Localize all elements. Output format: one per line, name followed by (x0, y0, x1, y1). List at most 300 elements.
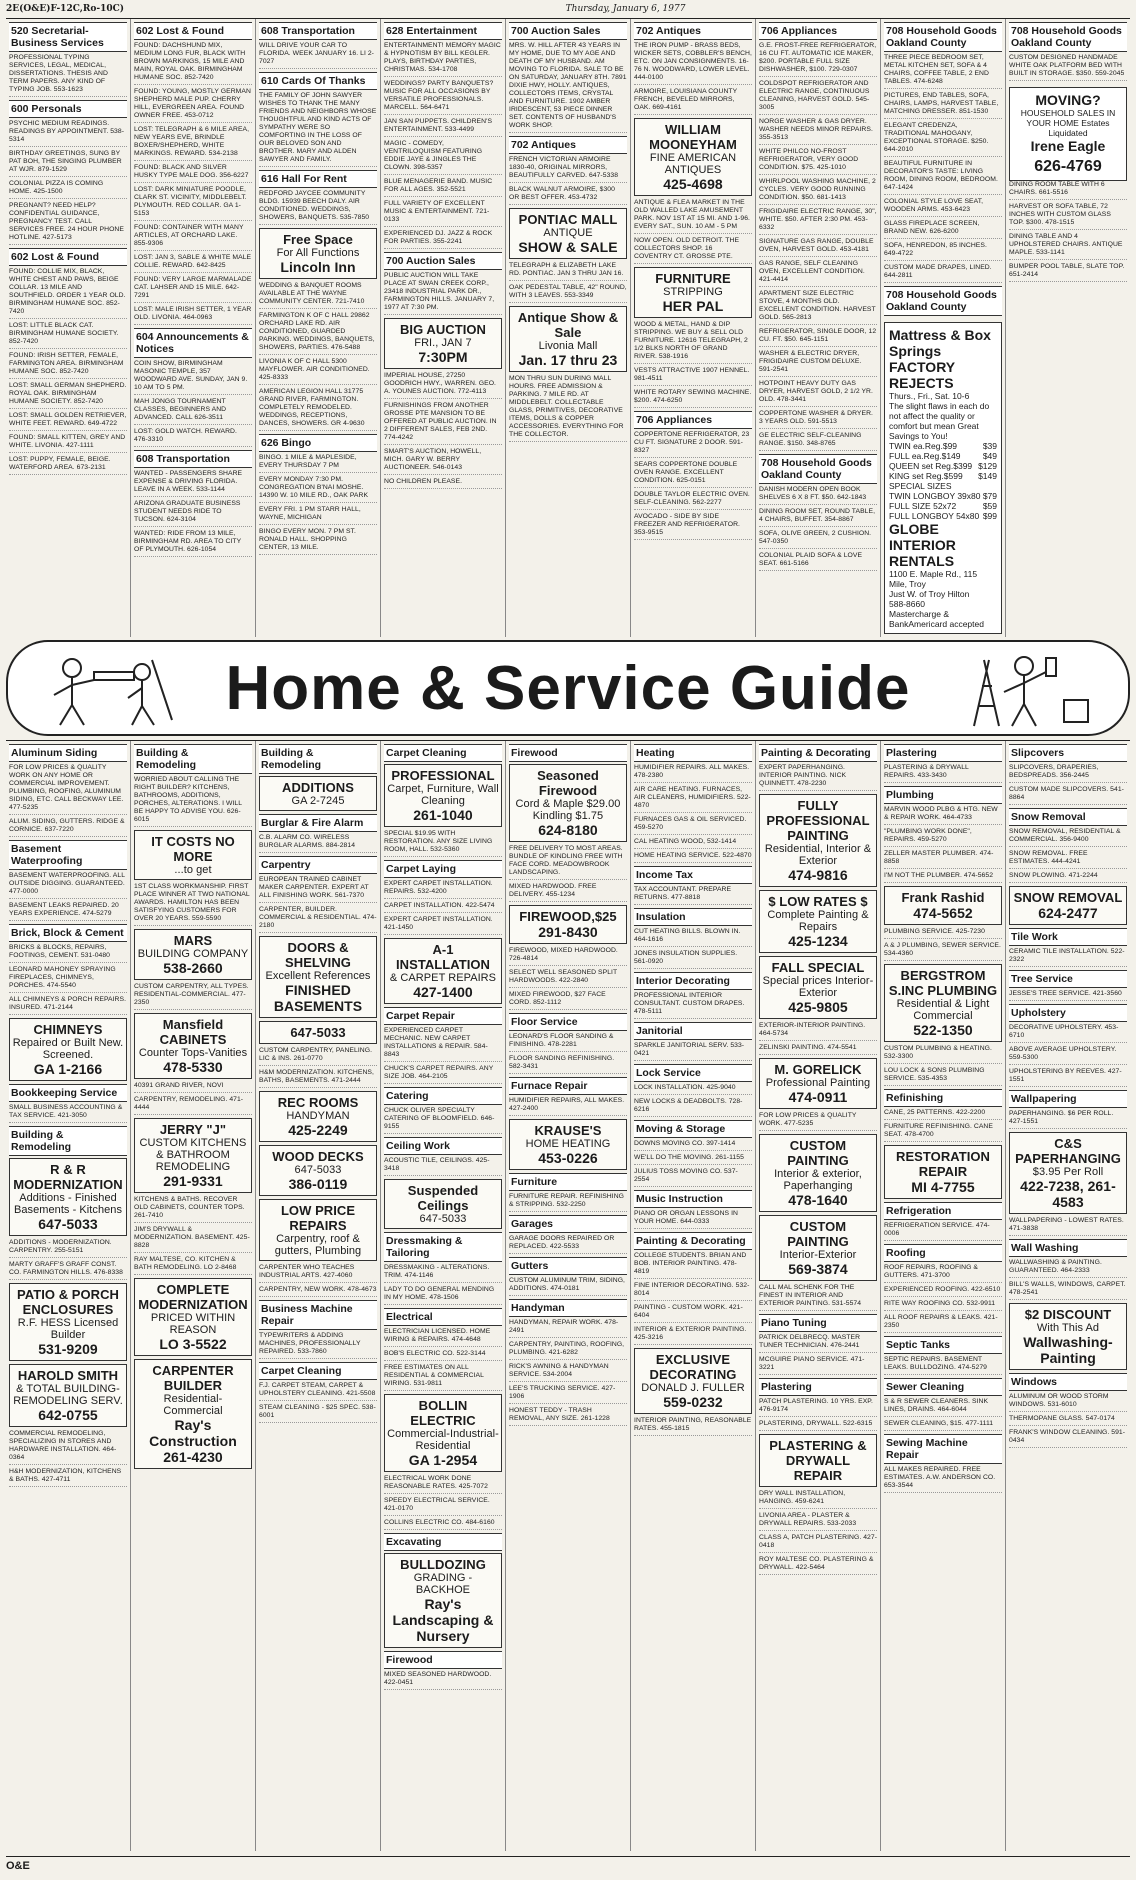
display-ad-line: PRICED WITHIN REASON (150, 1312, 236, 1336)
classified-ad: ALL CHIMNEYS & PORCH REPAIRS. INSURED. 471-2144 (9, 996, 127, 1015)
section-heading: 708 Household Goods Oakland County (1009, 22, 1127, 52)
display-ad-line: 647-5033 (294, 1164, 342, 1176)
section-heading: Carpentry (259, 856, 377, 874)
display-ad-line: Frank Rashid (901, 890, 985, 905)
classified-ad: GAS RANGE, SELF CLEANING OVEN, EXCELLENT CONDITION. 421-4414 (759, 260, 877, 287)
display-ad-line: BUILDING COMPANY (137, 948, 249, 960)
display-ad-line: 386-0119 (288, 1176, 348, 1192)
classified-ad: CARPET INSTALLATION. 422-5474 (384, 902, 502, 913)
classified-ad: CUSTOM CARPENTRY, ALL TYPES. RESIDENTIAL-COMMERCIAL. 477-2350 (134, 983, 252, 1010)
display-ad-line: With This Ad (1036, 1322, 1100, 1334)
date-line: Thursday, January 6, 1977 (565, 4, 686, 14)
classified-ad: SNOW PLOWING. 471-2244 (1009, 872, 1127, 883)
classified-ad: HONEST TEDDY - TRASH REMOVAL, ANY SIZE. 261-1228 (509, 1407, 627, 1426)
section-heading: Plastering (759, 1378, 877, 1396)
mattress-ad-title: Mattress & Box Springs (889, 327, 991, 359)
display-ad (759, 794, 877, 887)
display-ad-line: FINISHED BASEMENTS (273, 982, 363, 1014)
display-ad-line: FALL SPECIAL (771, 960, 865, 975)
classified-ad: FOUND: DACHSHUND MIX, MEDIUM LONG FUR, BLACK WITH BROWN MARKINGS, 15 MILE AND MAIN, ROYAL OAK. BIRMINGHAM HUMANE SOC. 852-7420 (134, 42, 252, 85)
service-guide-section (6, 740, 1130, 1851)
classified-ad: CHUCK'S CARPET REPAIRS. ANY SIZE JOB. 464-2105 (384, 1065, 502, 1084)
classified-ad: CARPENTRY, REMODELING. 471-4444 (134, 1096, 252, 1115)
display-ad (9, 1158, 127, 1236)
classified-ad: RICK'S AWNING & HANDYMAN SERVICE. 534-2004 (509, 1363, 627, 1382)
classified-ad: 1ST CLASS WORKMANSHIP. FIRST PLACE WINNER AT TWO NATIONAL AWARDS. HAMILTON HAS BEEN SATISFYING CUSTOMERS FOR OVER 20 YEARS. 559-5590 (134, 883, 252, 926)
classified-ad: COPPERTONE REFRIGERATOR, 23 CU FT. SIGNATURE 2 DOOR. 591-8327 (634, 431, 752, 458)
section-heading: Carpet Laying (384, 860, 502, 878)
display-ad-line: GA 2-7245 (291, 795, 345, 807)
promo-line: HOUSEHOLD SALES IN YOUR HOME Estates Liquidated (1020, 108, 1116, 138)
display-ad-line: GA 1-2954 (408, 1452, 478, 1468)
display-ad-line: ...to get (174, 864, 212, 876)
classified-ad: TAX ACCOUNTANT. PREPARE RETURNS. 477-8818 (634, 886, 752, 905)
classified-ad: FOUND: CONTAINER WITH MANY ARTICLES, AT ORCHARD LAKE. 855-9306 (134, 224, 252, 251)
display-ad-line: PONTIAC MALL (518, 212, 618, 227)
store-name: GLOBE INTERIOR RENTALS (889, 521, 956, 569)
display-ad-line: 427-1400 (413, 984, 473, 1000)
column (1006, 741, 1130, 1851)
specials-title: SPECIAL SIZES (889, 481, 952, 491)
classified-ad: HARVEST OR SOFA TABLE, 72 INCHES WITH CUSTOM GLASS TOP. $300. 478-1515 (1009, 203, 1127, 230)
display-ad-line: 647-5033 (419, 1213, 467, 1225)
display-ad-line: 453-0226 (538, 1150, 598, 1166)
section-heading: Tile Work (1009, 928, 1127, 946)
classified-ad: FLOOR SANDING REFINISHING. 582-3431 (509, 1055, 627, 1074)
classified-ad: UPHOLSTERING BY REEVES. 427-1551 (1009, 1068, 1127, 1087)
section-heading: 600 Personals (9, 100, 127, 118)
section-heading: Business Machine Repair (259, 1300, 377, 1330)
mattress-ad (884, 322, 1002, 634)
display-ad-line: DOORS & SHELVING (285, 940, 351, 970)
classified-ad: MIXED SEASONED HARDWOOD. 422-0451 (384, 1671, 502, 1690)
price-value: $129 (978, 461, 997, 471)
classified-ad: ACOUSTIC TILE, CEILINGS. 425-3418 (384, 1157, 502, 1176)
classified-ad: CUSTOM PLUMBING & HEATING. 532-3300 (884, 1045, 1002, 1064)
display-ad (134, 830, 252, 880)
page-footer (6, 1856, 1130, 1872)
section-heading: 706 Appliances (759, 22, 877, 40)
classified-ad: HUMIDIFIER REPAIRS. ALL MAKES. 478-2380 (634, 764, 752, 783)
section-heading: 708 Household Goods Oakland County (759, 454, 877, 484)
classified-ad: SOFA, HENREDON, 85 INCHES. 649-4722 (884, 242, 1002, 261)
section-heading: Lock Service (634, 1064, 752, 1082)
special-row (889, 511, 997, 521)
classified-ad: LIVONIA AREA - PLASTER & DRYWALL REPAIRS. 533-2033 (759, 1512, 877, 1531)
display-ad (134, 929, 252, 980)
classified-ad: BIRTHDAY GREETINGS, SUNG BY PAT BOH, THE SINGING PLUMBER AT WJR. 879-1529 (9, 150, 127, 177)
display-ad (884, 964, 1002, 1042)
column (256, 19, 381, 637)
display-ad-line: WOOD DECKS (272, 1149, 364, 1164)
section-heading: 610 Cards Of Thanks (259, 72, 377, 90)
classified-ad: DRY WALL INSTALLATION, HANGING. 459-6241 (759, 1490, 877, 1509)
classified-ad: GARAGE DOORS REPAIRED OR REPLACED. 422-5533 (509, 1235, 627, 1254)
display-ad-line: BOLLIN ELECTRIC (410, 1398, 476, 1428)
classified-ad: INTERIOR PAINTING, REASONABLE RATES. 455-1815 (634, 1417, 752, 1436)
display-ad-line: FIREWOOD,$25 (519, 909, 617, 924)
classified-ad: DRESSMAKING - ALTERATIONS. TRIM. 474-1146 (384, 1264, 502, 1283)
classified-ad: MIXED HARDWOOD. FREE DELIVERY. 455-1234 (509, 883, 627, 902)
section-heading: Firewood (509, 744, 627, 762)
classified-ad: F.J. CARPET STEAM, CARPET & UPHOLSTERY CLEANING. 421-5508 (259, 1382, 377, 1401)
display-ad-line: DONALD J. FULLER (641, 1382, 745, 1394)
classified-ad: WOOD & METAL, HAND & DIP STRIPPING. WE BUY & SELL OLD FURNITURE. 12616 TELEGRAPH, 2 1/2 BLKS NORTH OF GRAND RIVER. 538-1916 (634, 321, 752, 364)
display-ad (759, 1215, 877, 1281)
display-ad (509, 905, 627, 944)
classified-ad: CUSTOM CARPENTRY, PANELING. LIC & INS. 261-0770 (259, 1047, 377, 1066)
section-heading: Ceiling Work (384, 1137, 502, 1155)
display-ad-line: CUSTOM KITCHENS & BATHROOM REMODELING (139, 1137, 247, 1173)
display-ad (384, 938, 502, 1004)
classified-ad: SPEEDY ELECTRICAL SERVICE. 421-0170 (384, 1497, 502, 1516)
classified-ad: WILL DRIVE YOUR CAR TO FLORIDA. WEEK JANUARY 16. LI 2-7027 (259, 42, 377, 69)
price-value: $39 (982, 441, 997, 451)
section-heading: Carpet Cleaning (384, 744, 502, 762)
section-heading: Building & Remodeling (259, 744, 377, 774)
display-ad-line: Jan. 17 thru 23 (518, 352, 618, 368)
display-ad-line: SNOW REMOVAL (1013, 890, 1123, 905)
special-price: $79 (982, 491, 997, 501)
price-row (889, 471, 997, 481)
section-heading: Firewood (384, 1651, 502, 1669)
section-heading: Sewer Cleaning (884, 1378, 1002, 1396)
classified-ad: RITE WAY ROOFING CO. 532-9911 (884, 1300, 1002, 1311)
classified-ad: RAY MALTESE, CO. KITCHEN & BATH REMODELING. LO 2-8468 (134, 1256, 252, 1275)
classified-ad: NO CHILDREN PLEASE. (384, 478, 502, 489)
display-ad-line: CUSTOM PAINTING (787, 1138, 849, 1168)
classified-ad: LEONARD MAHONEY SPRAYING FIREPLACES, CHIMNEYS, PORCHES. 474-5540 (9, 966, 127, 993)
special-row (889, 501, 997, 511)
classified-ad: HUMIDIFIER REPAIRS, ALL MAKES. 427-2400 (509, 1097, 627, 1116)
classified-ad: COLONIAL PLAID SOFA & LOVE SEAT. 661-5166 (759, 552, 877, 571)
classified-ad: MCGUIRE PIANO SERVICE. 471-3221 (759, 1356, 877, 1375)
display-ad-line: Cord & Maple $29.00 Kindling $1.75 (515, 798, 621, 822)
display-ad-line: $3.95 Per Roll (1032, 1166, 1104, 1178)
price-label: QUEEN set Reg.$399 (889, 461, 973, 471)
display-ad-line: 624-2477 (1038, 905, 1098, 921)
section-heading: Aluminum Siding (9, 744, 127, 762)
display-ad-line: 291-9331 (163, 1173, 223, 1189)
display-ad (259, 1091, 377, 1142)
display-ad (384, 1179, 502, 1229)
classified-ad: "PLUMBING WORK DONE", REPAIRS. 459-5270 (884, 828, 1002, 847)
section-heading: 700 Auction Sales (509, 22, 627, 40)
classified-ad: BOB'S ELECTRIC CO. 522-3144 (384, 1350, 502, 1361)
display-ad (134, 1359, 252, 1469)
classified-ad: HOTPOINT HEAVY DUTY GAS DRYER, HARVEST GOLD, 2 1/2 YR. OLD. 478-3441 (759, 380, 877, 407)
classified-ad: FURNISHINGS FROM ANOTHER GROSSE PTE MANSION TO BE OFFERED AT PUBLIC AUCTION. IN 2 DIFFERENT SALES, FEB 2ND. 774-4242 (384, 402, 502, 445)
classified-ad: FOUND: IRISH SETTER, FEMALE, FARMINGTON AREA. BIRMINGHAM HUMANE SOC. 852-7420 (9, 352, 127, 379)
section-heading: Slipcovers (1009, 744, 1127, 762)
section-heading: 708 Household Goods Oakland County (884, 286, 1002, 316)
classified-ad: ELEGANT CREDENZA, TRADITIONAL MAHOGANY, EXCEPTIONAL STORAGE. $250. 644-2010 (884, 122, 1002, 157)
classified-ad: CLASS A, PATCH PLASTERING. 427-0418 (759, 1534, 877, 1553)
display-ad-line: PLASTERING & DRYWALL REPAIR (769, 1438, 867, 1483)
classified-ad: FOUND: SMALL KITTEN, GREY AND WHITE. LIVONIA. 427-1111 (9, 434, 127, 453)
display-ad (384, 1394, 502, 1472)
section-heading: Electrical (384, 1308, 502, 1326)
column (6, 19, 131, 637)
display-ad-line: 624-8180 (538, 822, 598, 838)
display-ad (259, 1145, 377, 1196)
promo-ad (1009, 87, 1127, 181)
classified-ad: H&M MODERNIZATION. KITCHENS, BATHS, BASEMENTS. 471-2444 (259, 1069, 377, 1088)
classified-ad: BLUE MENAGERIE BAND. MUSIC FOR ALL AGES. 352-5521 (384, 178, 502, 197)
classified-ad: COLONIAL PIZZA IS COMING HOME. 425-1500 (9, 180, 127, 199)
workers-illustration-icon (32, 650, 182, 728)
display-ad-line: LO 3-5522 (159, 1336, 227, 1352)
display-ad-line: 422-7238, 261-4583 (1020, 1178, 1116, 1210)
display-ad-line: FRI., JAN 7 (414, 337, 472, 349)
classified-ad: EVERY MONDAY 7:30 PM. CONGREGATION B'NAI MOSHE. 14390 W. 10 MILE RD., OAK PARK (259, 476, 377, 503)
display-ad (759, 1134, 877, 1212)
special-price: $59 (982, 501, 997, 511)
section-heading: Wall Washing (1009, 1239, 1127, 1257)
classified-ad: FOUND: YOUNG, MOSTLY GERMAN SHEPHERD MALE PUP. CHERRY HILL, EVERGREEN AREA. FOUND OWNER FREE. 453-0712 (134, 88, 252, 123)
store-phone: 588-8660 (889, 599, 925, 609)
classified-ad: TELEGRAPH & ELIZABETH LAKE RD. PONTIAC. JAN 3 THRU JAN 16. (509, 262, 627, 281)
section-heading: 628 Entertainment (384, 22, 502, 40)
classified-section (6, 18, 1130, 637)
column (256, 741, 381, 1851)
display-ad-line: 425-9805 (788, 999, 848, 1015)
display-ad (1009, 1132, 1127, 1214)
promo-line: 626-4769 (1034, 158, 1102, 175)
price-row (889, 451, 997, 461)
classified-ad: FRENCH VICTORIAN ARMOIRE 1830-40, ORIGINAL MIRRORS, BEAUTIFULLY CARVED. 647-5338 (509, 156, 627, 183)
display-ad-line: LOW PRICE REPAIRS (280, 1203, 356, 1233)
section-heading: Carpet Repair (384, 1007, 502, 1025)
display-ad (259, 228, 377, 279)
display-ad-line: Carpet, Furniture, Wall Cleaning (387, 783, 499, 807)
display-ad (259, 776, 377, 811)
section-heading: Painting & Decorating (759, 744, 877, 762)
classified-ad: PATCH PLASTERING. 10 YRS. EXP. 476-9174 (759, 1398, 877, 1417)
classified-ad: FOUND: COLLIE MIX, BLACK, WHITE CHEST AND PAWS, BEIGE COLLAR. 13 MILE AND SOUTHFIELD. ORDER 1 YEAR OLD. BIRMINGHAM HUMANE SOC. 852-7420 (9, 268, 127, 319)
classified-ad: PLASTERING & DRYWALL REPAIRS. 433-3430 (884, 764, 1002, 783)
classified-ad: EUROPEAN TRAINED CABINET MAKER CARPENTER. EXPERT AT ALL FINISHING WORK. 561-7370 (259, 876, 377, 903)
section-heading: Refinishing (884, 1089, 1002, 1107)
display-ad-line: Lincoln Inn (280, 259, 356, 275)
section-heading: Painting & Decorating (634, 1232, 752, 1250)
section-heading: Tree Service (1009, 970, 1127, 988)
section-heading: Burglar & Fire Alarm (259, 814, 377, 832)
display-ad (884, 1145, 1002, 1199)
classified-ad: EVERY FRI. 1 PM STARR HALL, WAYNE, MICHIGAN (259, 506, 377, 525)
classified-ad: GLASS FIREPLACE SCREEN, BRAND NEW. 626-6200 (884, 220, 1002, 239)
display-ad-line: BULLDOZING (400, 1557, 486, 1572)
classified-ad: PROFESSIONAL TYPING SERVICES, LEGAL, MEDICAL, DISSERTATIONS. THESIS AND TERM PAPERS. ANY KIND OF TYPING JOB. 553-1623 (9, 54, 127, 97)
section-heading: Windows (1009, 1373, 1127, 1391)
section-heading: Septic Tanks (884, 1336, 1002, 1354)
display-ad (509, 306, 627, 372)
classified-ad: BUMPER POOL TABLE, SLATE TOP. 651-2414 (1009, 263, 1127, 282)
classified-ad: ARIZONA GRADUATE BUSINESS STUDENT NEEDS RIDE TO TUCSON. 624-3104 (134, 500, 252, 527)
display-ad-line: Antique Show & Sale (517, 310, 619, 340)
display-ad-line: Complete Painting & Repairs (767, 909, 869, 933)
classified-ad: MRS. W. HILL AFTER 43 YEARS IN MY HOME, DUE TO MY AGE AND DEATH OF MY HUSBAND. AM MOVING TO FLORIDA. SALE TO BE ON SATURDAY, JANUARY 8TH. 7891 DIXIE HWY, HOLLY. ANTIQUES, COLLECTORS ITEMS, CRYSTAL AND FURNITURE. 1902 AMBER IRIDESCENT, 53 PIECE DINNER SET. CONTENTS OF HUSBAND'S WORK SHOP. (509, 42, 627, 133)
display-ad-line: COMPLETE MODERNIZATION (138, 1282, 248, 1312)
display-ad-line: KRAUSE'S (534, 1123, 602, 1138)
classified-ad: BINGO EVERY MON. 7 PM ST. RONALD HALL. SHOPPING CENTER, 13 MILE. (259, 528, 377, 555)
display-ad (1009, 886, 1127, 925)
classified-ad: ALL ROOF REPAIRS & LEAKS. 421-2350 (884, 1314, 1002, 1333)
classified-ad: NORGE WASHER & GAS DRYER. WASHER NEEDS MINOR REPAIRS. 355-3513 (759, 118, 877, 145)
section-heading: 602 Lost & Found (9, 248, 127, 266)
display-ad-line: Repaired or Built New. Screened. (12, 1037, 124, 1061)
classified-ad: H&H MODERNIZATION, KITCHENS & BATHS. 427-4711 (9, 1468, 127, 1487)
display-ad-line: 425-2249 (288, 1122, 348, 1138)
display-ad-line: HAROLD SMITH (17, 1368, 119, 1383)
classified-ad: REFRIGERATION SERVICE. 474-0006 (884, 1222, 1002, 1241)
classified-ad: CUSTOM MADE DRAPES, LINED. 644-2811 (884, 264, 1002, 283)
display-ad (134, 1278, 252, 1356)
classified-ad: SEARS COPPERTONE DOUBLE OVEN RANGE. EXCELLENT CONDITION. 625-0151 (634, 461, 752, 488)
column (756, 741, 881, 1851)
display-ad-line: PROFESSIONAL (391, 768, 495, 783)
display-ad-line: & CARPET REPAIRS (389, 972, 497, 984)
display-ad-line: $ LOW RATES $ (768, 894, 868, 909)
classified-ad: THE FAMILY OF JOHN SAWYER WISHES TO THANK THE MANY FRIENDS AND NEIGHBORS WHOSE THOUGHTFUL AND KIND ACTS OF SYMPATHY WERE SO COMFORTING IN THE LOSS OF OUR BELOVED SON AND BROTHER. MARY AND ALDEN SAWYER AND FAMILY. (259, 92, 377, 167)
section-heading: 708 Household Goods Oakland County (884, 22, 1002, 52)
classified-ad: EXPERIENCED ROOFING. 422-6510 (884, 1286, 1002, 1297)
classified-ad: ROOF REPAIRS, ROOFING & GUTTERS. 471-3700 (884, 1264, 1002, 1283)
classified-ad: BRICKS & BLOCKS, REPAIRS, FOOTINGS, CEMENT. 531-0480 (9, 944, 127, 963)
classified-ad: LEONARD'S FLOOR SANDING & FINISHING. 478-2281 (509, 1033, 627, 1052)
section-heading: 602 Lost & Found (134, 22, 252, 40)
classified-ad: ADDITIONS - MODERNIZATION. CARPENTRY. 255-5151 (9, 1239, 127, 1258)
classified-ad: SPARKLE JANITORIAL SERV. 533-0421 (634, 1042, 752, 1061)
section-heading: 608 Transportation (134, 450, 252, 468)
classified-ad: CARPENTRY, NEW WORK. 478-4673 (259, 1286, 377, 1297)
classified-ad: LOST: TELEGRAPH & 6 MILE AREA, NEW YEARS EVE, BRINDLE BOXER/SHEPHERD, WHITE MARKINGS. REWARD. 534-2138 (134, 126, 252, 161)
display-ad-line: 291-8430 (538, 924, 598, 940)
classified-ad: LEE'S TRUCKING SERVICE. 427-1906 (509, 1385, 627, 1404)
display-ad-line: 647-5033 (38, 1216, 98, 1232)
display-ad-line: JERRY "J" (159, 1122, 227, 1137)
classified-ad: AIR CARE HEATING. FURNACES, AIR CLEANERS, HUMIDIFIERS. 522-4870 (634, 786, 752, 813)
classified-ad: EXTERIOR-INTERIOR PAINTING. 464-5734 (759, 1022, 877, 1041)
section-heading: Catering (384, 1087, 502, 1105)
classified-ad: COLLINS ELECTRIC CO. 484-6160 (384, 1519, 502, 1530)
classified-ad: ELECTRICIAN LICENSED. HOME WIRING & REPAIRS. 474-4648 (384, 1328, 502, 1347)
classified-ad: LOST: DARK MINIATURE POODLE, CLARK ST. VICINITY, MIDDLEBELT. PLYMOUTH. RED COLLAR. GA 1-5153 (134, 186, 252, 221)
display-ad (509, 208, 627, 259)
section-heading: Music Instruction (634, 1190, 752, 1208)
classified-ad: DINING TABLE AND 4 UPHOLSTERED CHAIRS. ANTIQUE MAPLE. 533-1141 (1009, 233, 1127, 260)
classified-ad: GE ELECTRIC SELF-CLEANING RANGE. $150. 348-8765 (759, 432, 877, 451)
mattress-ad-hours: Thurs., Fri., Sat. 10-6 (889, 391, 970, 401)
classified-ad: ZELINSKI PAINTING. 474-5541 (759, 1044, 877, 1055)
classified-ad: DECORATIVE UPHOLSTERY. 453-6710 (1009, 1024, 1127, 1043)
special-price: $99 (982, 511, 997, 521)
classified-ad: WALLPAPERING - LOWEST RATES. 471-3838 (1009, 1217, 1127, 1236)
section-heading: Income Tax (634, 866, 752, 884)
special-label: FULL SIZE 52x72 (889, 501, 957, 511)
classified-ad: LOU LOCK & SONS PLUMBING SERVICE. 535-4353 (884, 1067, 1002, 1086)
classified-ad: COLLEGE STUDENTS. BRIAN AND BOB. INTERIOR PAINTING. 478-4819 (634, 1252, 752, 1279)
display-ad-line: ADDITIONS (282, 780, 354, 795)
classified-ad: OAK PEDESTAL TABLE, 42" ROUND, WITH 3 LEAVES. 553-3349 (509, 284, 627, 303)
classified-ad: MIXED FIREWOOD, $27 FACE CORD. 852-1112 (509, 991, 627, 1010)
column (506, 19, 631, 637)
display-ad-line: CUSTOM PAINTING (787, 1219, 849, 1249)
display-ad-line: Residential-Commercial (163, 1393, 223, 1417)
classified-ad: WHIRLPOOL WASHING MACHINE, 2 CYCLES. VERY GOOD RUNNING CONDITION. $50. 681-1413 (759, 178, 877, 205)
section-heading: Refrigeration (884, 1202, 1002, 1220)
special-label: TWIN LONGBOY 39x80 (889, 491, 981, 501)
display-ad-line: 642-0755 (38, 1407, 98, 1423)
display-ad-line: 647-5033 (290, 1025, 346, 1040)
classified-ad: SNOW REMOVAL. FREE ESTIMATES. 444-4241 (1009, 850, 1127, 869)
column (881, 19, 1006, 637)
section-heading: Heating (634, 744, 752, 762)
classified-ad: HANDYMAN, REPAIR WORK. 478-2491 (509, 1319, 627, 1338)
classified-ad: MON THRU SUN DURING MALL HOURS. FREE ADMISSION & PARKING. 7 MILE RD. AT MIDDLEBELT. COLLECTABLE GLASS, PRIMITIVES, DECORATIVE ITEMS, DOLLS & COPPER ACCESSORIES. EVERYTHING FOR THE COLLECTOR. (509, 375, 627, 442)
section-heading: 608 Transportation (259, 22, 377, 40)
classified-ad: SPECIAL $19.95 WITH RESTORATION. ANY SIZE LIVING ROOM, HALL. 532-5360 (384, 830, 502, 857)
classified-ad: SELECT WELL SEASONED SPLIT HARDWOODS. 422-2840 (509, 969, 627, 988)
classified-ad: CANE, 25 PATTERNS. 422-2200 (884, 1109, 1002, 1120)
section-heading: Carpet Cleaning (259, 1362, 377, 1380)
classified-ad: I'M NOT THE PLUMBER. 474-5652 (884, 872, 1002, 883)
display-ad (259, 1021, 377, 1044)
classified-ad: PAPERHANGING. $6 PER ROLL. 427-1551 (1009, 1110, 1127, 1129)
classified-ad: WHITE PHILCO NO-FROST REFRIGERATOR, VERY GOOD CONDITION. $75. 425-1010 (759, 148, 877, 175)
classified-ad: CUSTOM DESIGNED HANDMADE WHITE OAK PLATFORM BED WITH BUILT IN STORAGE. $350. 559-2045 (1009, 54, 1127, 81)
classified-ad: ELECTRICAL WORK DONE REASONABLE RATES. 425-7072 (384, 1475, 502, 1494)
display-ad (634, 118, 752, 196)
classified-ad: ANTIQUE & FLEA MARKET IN THE OLD WALLED LAKE AMUSEMENT PARK. NOV 1ST AT 15 MI. AND 1-96. EVERY SAT., SUN. 10 AM - 5 PM (634, 199, 752, 234)
display-ad-line: REC ROOMS (277, 1095, 359, 1110)
classified-ad: JULIUS TOSS MOVING CO. 537-2554 (634, 1168, 752, 1187)
classified-ad: G.E. FROST-FREE REFRIGERATOR, 16 CU FT. AUTOMATIC ICE MAKER, $200. PORTABLE FULL SIZE DISHWASHER, $100. 729-0307 (759, 42, 877, 77)
classified-ad: FURNITURE REFINISHING. CANE SEAT. 478-4700 (884, 1123, 1002, 1142)
classified-ad: FINE INTERIOR DECORATING. 532-8014 (634, 1282, 752, 1301)
mattress-ad-blurb: The slight flaws in each do not affect the quality or comfort but mean Great Savings to You! (889, 401, 990, 441)
column (506, 741, 631, 1851)
section-heading: 702 Antiques (509, 136, 627, 154)
display-ad-line: Residential & Light Commercial (896, 998, 990, 1022)
classified-ad: COLDSPOT REFRIGERATOR AND ELECTRIC RANGE, CONTINUOUS CLEANING, HARVEST GOLD. 545-3005 (759, 80, 877, 115)
classified-ad: FURNITURE REPAIR. REFINISHING & STRIPPING. 532-2250 (509, 1193, 627, 1212)
classified-ad: REDFORD JAYCEE COMMUNITY BLDG. 15939 BEECH DALY. AIR CONDITIONED. WEDDINGS, SHOWERS, BANQUETS. 535-7850 (259, 190, 377, 225)
classified-ad: PSYCHIC MEDIUM READINGS. READINGS BY APPOINTMENT. 538-5314 (9, 120, 127, 147)
section-heading: Snow Removal (1009, 808, 1127, 826)
classified-ad: KITCHENS & BATHS. RECOVER OLD CABINETS, COUNTER TOPS. 261-7410 (134, 1196, 252, 1223)
painter-illustration-icon (954, 650, 1104, 728)
display-ad (9, 1018, 127, 1081)
classified-ad: PREGNANT? NEED HELP? CONFIDENTIAL GUIDANCE, PREGNANCY TEST. CALL SERVICES FREE. 24 HOUR PHONE HOTLINE. 427-5173 (9, 202, 127, 245)
store-address-2: Just W. of Troy Hilton (889, 589, 970, 599)
classified-ad: WHITE ROTARY SEWING MACHINE. $200. 474-6250 (634, 389, 752, 408)
classified-ad: 40391 GRAND RIVER, NOVI (134, 1082, 252, 1093)
special-row (889, 491, 997, 501)
classified-ad: BINGO. 1 MILE & MAPLESIDE, EVERY THURSDAY 7 PM (259, 454, 377, 473)
classified-ad: CALL MAL SCHENK FOR THE FINEST IN INTERIOR AND EXTERIOR PAINTING. 531-5574 (759, 1284, 877, 1311)
display-ad (259, 1199, 377, 1261)
display-ad-line: Interior-Exterior (779, 1249, 857, 1261)
column (756, 19, 881, 637)
classified-ad: S & R SEWER CLEANERS. SINK LINES, DRAINS. 464-6044 (884, 1398, 1002, 1417)
section-heading: Excavating (384, 1533, 502, 1551)
section-heading: Gutters (509, 1257, 627, 1275)
classified-ad: PATRICK DELBRECQ. MASTER TUNER TECHNICIAN. 476-2441 (759, 1334, 877, 1353)
display-ad-line: BIG AUCTION (399, 322, 486, 337)
section-heading: Building & Remodeling (9, 1126, 127, 1156)
section-heading: Handyman (509, 1299, 627, 1317)
